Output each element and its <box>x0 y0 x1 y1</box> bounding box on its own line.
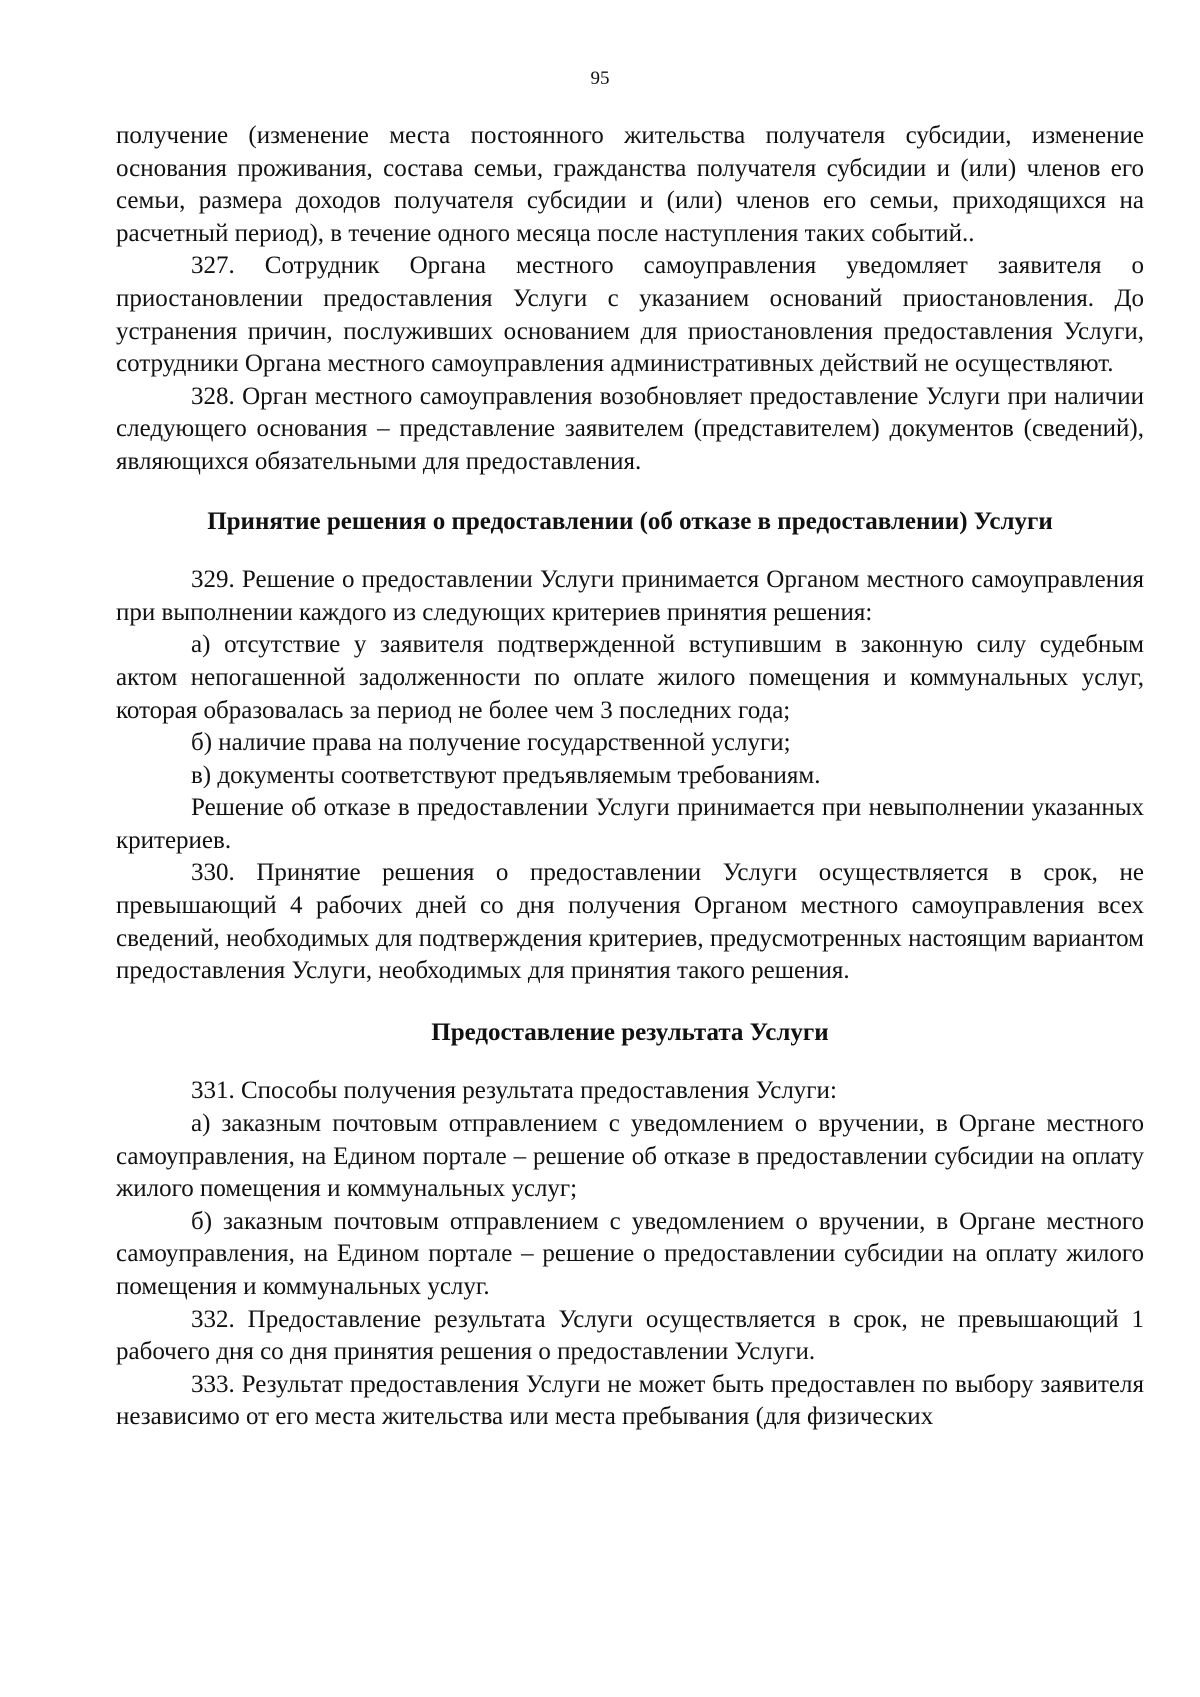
paragraph-329: 329. Решение о предоставлении Услуги принимается Органом местного самоуправления при выполнении каждого из следующих критериев принятия решения: <box>116 566 1144 626</box>
paragraph-refusal: Решение об отказе в предоставлении Услуги принимается при невыполнении указанных критериев. <box>116 794 1144 854</box>
criterion-a: а) отсутствие у заявителя подтвержденной вступившим в законную силу судебным актом непогашенной задолженности по оплате жилого помещения и коммунальных услуг, которая образовалась за период не более чем 3 последних года; <box>116 631 1144 724</box>
paragraph-331: 331. Способы получения результата предоставления Услуги: <box>191 1077 837 1105</box>
paragraph-continuation: получение (изменение места постоянного жительства получателя субсидии, изменение основания проживания, состава семьи, гражданства получателя субсидии и (или) членов его семьи, размера доходов получателя субсидии и (или) членов его семьи, приходящихся на расчетный период), в течение одного месяца после наступления таких событий.. <box>116 122 1144 247</box>
paragraph-330: 330. Принятие решения о предоставлении Услуги осуществляется в срок, не превышающий 4 рабочих дней со дня получения Органом местного самоуправления всех сведений, необходимых для подтверждения критериев, предусмотренных настоящим вариантом предоставления Услуги, необходимых для принятия такого решения. <box>116 859 1144 985</box>
section-heading-decision: Принятие решения о предоставлении (об отказе в предоставлении) Услуги <box>207 507 1053 535</box>
method-b: б) заказным почтовым отправлением с уведомлением о вручении, в Органе местного самоуправления, на Едином портале – решение о предоставлении субсидии на оплату жилого помещения и коммунальных услуг. <box>116 1207 1144 1300</box>
criterion-v: в) документы соответствуют предъявляемым требованиям. <box>191 761 821 789</box>
page-number: 95 <box>590 68 610 89</box>
page-content <box>116 120 1144 1434</box>
section-heading-result: Предоставление результата Услуги <box>431 1018 829 1046</box>
paragraph-332: 332. Предоставление результата Услуги осуществляется в срок, не превышающий 1 рабочего дня со дня принятия решения о предоставлении Услуги. <box>116 1305 1144 1366</box>
paragraph-333: 333. Результат предоставления Услуги не может быть предоставлен по выбору заявителя независимо от его места жительства или места пребывания (для физических <box>116 1370 1144 1431</box>
paragraph-328: 328. Орган местного самоуправления возобновляет предоставление Услуги при наличии следующего основания – представление заявителем (представителем) документов (сведений), являющихся обязательными для предоставления. <box>116 382 1144 475</box>
criterion-b: б) наличие права на получение государственной услуги; <box>191 729 791 757</box>
method-a: а) заказным почтовым отправлением с уведомлением о вручении, в Органе местного самоуправления, на Едином портале – решение об отказе в предоставлении субсидии на оплату жилого помещения и коммунальных услуг; <box>116 1110 1144 1203</box>
paragraph-327: 327. Сотрудник Органа местного самоуправления уведомляет заявителя о приостановлении предоставления Услуги с указанием оснований приостановления. До устранения причин, послуживших основанием для приостановления предоставления Услуги, сотрудники Органа местного самоуправления административных действий не осуществляют. <box>116 252 1144 378</box>
